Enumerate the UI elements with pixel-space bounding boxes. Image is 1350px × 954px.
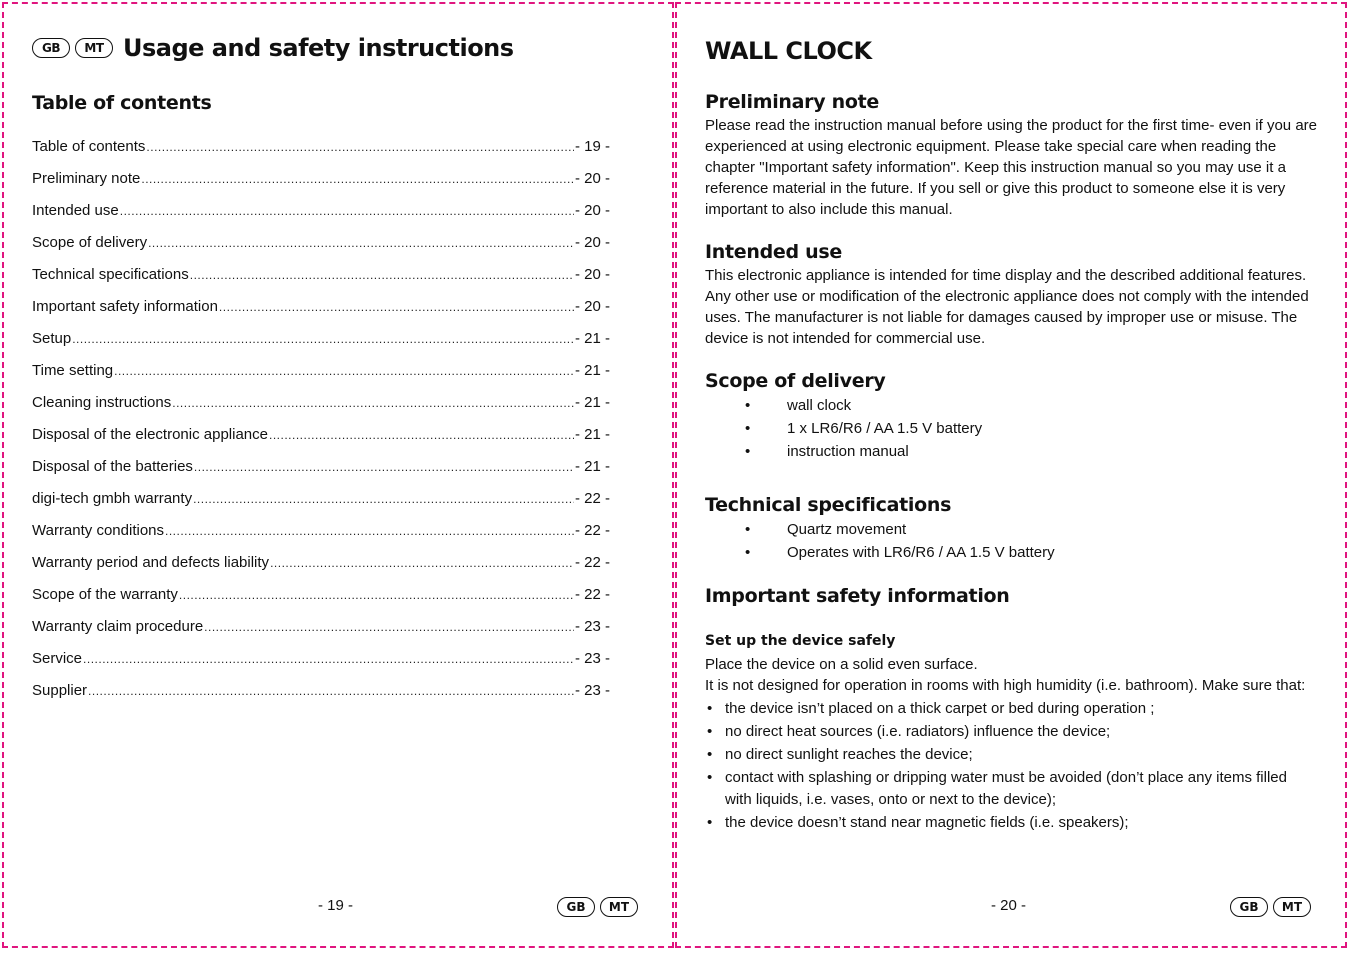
toc-leader xyxy=(141,172,574,186)
toc-entry[interactable] xyxy=(32,138,610,170)
toc-entry[interactable] xyxy=(32,298,610,330)
toc-title: Preliminary note xyxy=(32,170,141,187)
left-page xyxy=(2,2,674,948)
toc-entry[interactable] xyxy=(32,234,610,266)
toc-page: - 21 - xyxy=(574,458,610,475)
toc-page: - 20 - xyxy=(574,298,610,315)
toc-title: Warranty conditions xyxy=(32,522,164,539)
list-item: • instruction manual xyxy=(705,440,1317,463)
toc-title: Cleaning instructions xyxy=(32,394,172,411)
technical-specifications-heading: Technical specifications xyxy=(705,494,952,516)
mt-badge: MT xyxy=(75,38,113,58)
toc-leader xyxy=(72,332,574,346)
toc-title: Disposal of the electronic appliance xyxy=(32,426,268,443)
toc-title: Supplier xyxy=(32,682,88,699)
toc-page: - 22 - xyxy=(574,554,610,571)
toc-entry[interactable] xyxy=(32,362,610,394)
toc-title: Warranty claim procedure xyxy=(32,618,204,635)
setup-safely-subheading: Set up the device safely xyxy=(705,633,896,649)
toc-title: Service xyxy=(32,650,83,667)
toc-entry[interactable] xyxy=(32,202,610,234)
preliminary-note-text: Please read the instruction manual before using the product for the first time- even if you are experienced at using electronic equipment. Please take special care when reading the chapter "Important safety information". Keep this instruction manual so you may use it a reference material in the future. If you sell or give this product to someone else it is very important to also include this manual. xyxy=(705,117,1317,218)
scope-of-delivery-heading: Scope of delivery xyxy=(705,370,886,392)
toc-entry[interactable] xyxy=(32,426,610,458)
list-item: • the device isn’t placed on a thick carpet or bed during operation ; xyxy=(705,698,1317,720)
safety-text-line: Place the device on a solid even surface. xyxy=(705,656,978,673)
toc-leader xyxy=(120,204,574,218)
toc-leader xyxy=(190,268,574,282)
toc-entry[interactable] xyxy=(32,522,610,554)
toc-leader xyxy=(269,428,574,442)
technical-specifications-section xyxy=(705,495,1317,564)
toc-title: Intended use xyxy=(32,202,119,219)
product-title: WALL CLOCK xyxy=(705,37,872,65)
toc-title: Warranty period and defects liability xyxy=(32,554,270,571)
toc-page: - 21 - xyxy=(574,394,610,411)
toc-leader xyxy=(219,300,574,314)
list-item: • no direct sunlight reaches the device; xyxy=(705,744,1317,766)
toc-leader xyxy=(179,588,574,602)
page-number: - 19 - xyxy=(318,897,354,914)
toc-leader xyxy=(165,524,574,538)
toc-page: - 20 - xyxy=(574,266,610,283)
toc-page: - 22 - xyxy=(574,586,610,603)
language-badges xyxy=(32,38,113,58)
toc-page: - 21 - xyxy=(574,362,610,379)
scope-of-delivery-section xyxy=(705,371,1317,463)
toc-title: Setup xyxy=(32,330,72,347)
intended-use-section xyxy=(705,242,1317,349)
intended-use-heading: Intended use xyxy=(705,241,842,263)
toc-page: - 19 - xyxy=(574,138,610,155)
safety-information-heading: Important safety information xyxy=(705,585,1010,607)
gb-badge: GB xyxy=(1230,897,1268,917)
toc-leader xyxy=(88,684,574,698)
toc-entry[interactable] xyxy=(32,682,610,714)
toc-page: - 21 - xyxy=(574,426,610,443)
list-item: • wall clock xyxy=(705,394,1317,417)
toc-heading: Table of contents xyxy=(32,92,212,114)
toc-page: - 23 - xyxy=(574,682,610,699)
right-page xyxy=(675,2,1347,948)
toc-title: Disposal of the batteries xyxy=(32,458,193,475)
list-item: • Quartz movement xyxy=(705,518,1317,541)
toc-entry[interactable] xyxy=(32,586,610,618)
list-item: • 1 x LR6/R6 / AA 1.5 V battery xyxy=(705,417,1317,440)
toc-title: Scope of delivery xyxy=(32,234,148,251)
list-item: • the device doesn’t stand near magnetic fields (i.e. speakers); xyxy=(705,812,1317,834)
toc-entry[interactable] xyxy=(32,490,610,522)
page-number: - 20 - xyxy=(991,897,1027,914)
toc-entry[interactable] xyxy=(32,554,610,586)
list-item: • Operates with LR6/R6 / AA 1.5 V battery xyxy=(705,541,1317,564)
safety-text-line: It is not designed for operation in rooms with high humidity (i.e. bathroom). Make sure that: xyxy=(705,677,1306,694)
toc-entry[interactable] xyxy=(32,650,610,682)
page-title-text: Usage and safety instructions xyxy=(123,34,514,62)
footer-language-badges xyxy=(1230,897,1311,917)
toc-entry[interactable] xyxy=(32,170,610,202)
toc-leader xyxy=(146,140,574,154)
toc-page: - 22 - xyxy=(574,522,610,539)
preliminary-note-section xyxy=(705,92,1317,220)
gb-badge: GB xyxy=(557,897,595,917)
toc-entry[interactable] xyxy=(32,618,610,650)
mt-badge: MT xyxy=(600,897,638,917)
toc-title: digi-tech gmbh warranty xyxy=(32,490,193,507)
toc-page: - 20 - xyxy=(574,170,610,187)
toc-page: - 21 - xyxy=(574,330,610,347)
toc-page: - 23 - xyxy=(574,650,610,667)
toc-leader xyxy=(148,236,574,250)
intended-use-text: This electronic appliance is intended for time display and the described additional features. Any other use or modification of the electronic appliance does not comply with the intended uses. The manufacturer is not liable for damages caused by improper use or misuse. The device is not intended for commercial use. xyxy=(705,267,1309,347)
toc-leader xyxy=(194,460,574,474)
toc-entry[interactable] xyxy=(32,330,610,362)
toc-entry[interactable] xyxy=(32,458,610,490)
toc-leader xyxy=(83,652,574,666)
toc-leader xyxy=(172,396,574,410)
toc-leader xyxy=(193,492,574,506)
toc-entry[interactable] xyxy=(32,266,610,298)
toc-page: - 23 - xyxy=(574,618,610,635)
preliminary-note-heading: Preliminary note xyxy=(705,91,879,113)
list-item: • no direct heat sources (i.e. radiators) influence the device; xyxy=(705,721,1317,743)
toc-page: - 20 - xyxy=(574,234,610,251)
page-title xyxy=(32,34,514,62)
safety-information-section xyxy=(705,586,1317,834)
toc-leader xyxy=(114,364,574,378)
mt-badge: MT xyxy=(1273,897,1311,917)
safety-list xyxy=(705,698,1317,834)
toc-leader xyxy=(270,556,574,570)
technical-specifications-list xyxy=(705,518,1317,564)
toc-page: - 20 - xyxy=(574,202,610,219)
toc-title: Important safety information xyxy=(32,298,218,315)
gb-badge: GB xyxy=(32,38,70,58)
toc-leader xyxy=(204,620,574,634)
toc-entry[interactable] xyxy=(32,394,610,426)
toc-title: Time setting xyxy=(32,362,114,379)
list-item: • contact with splashing or dripping water must be avoided (don’t place any items filled with liquids, i.e. vases, onto or next to the device); xyxy=(705,767,1317,811)
toc-title: Scope of the warranty xyxy=(32,586,178,603)
toc-title: Table of contents xyxy=(32,138,146,155)
table-of-contents xyxy=(32,138,610,714)
scope-of-delivery-list xyxy=(705,394,1317,463)
toc-title: Technical specifications xyxy=(32,266,189,283)
right-page-content xyxy=(705,34,1317,835)
toc-page: - 22 - xyxy=(574,490,610,507)
footer-language-badges xyxy=(557,897,638,917)
